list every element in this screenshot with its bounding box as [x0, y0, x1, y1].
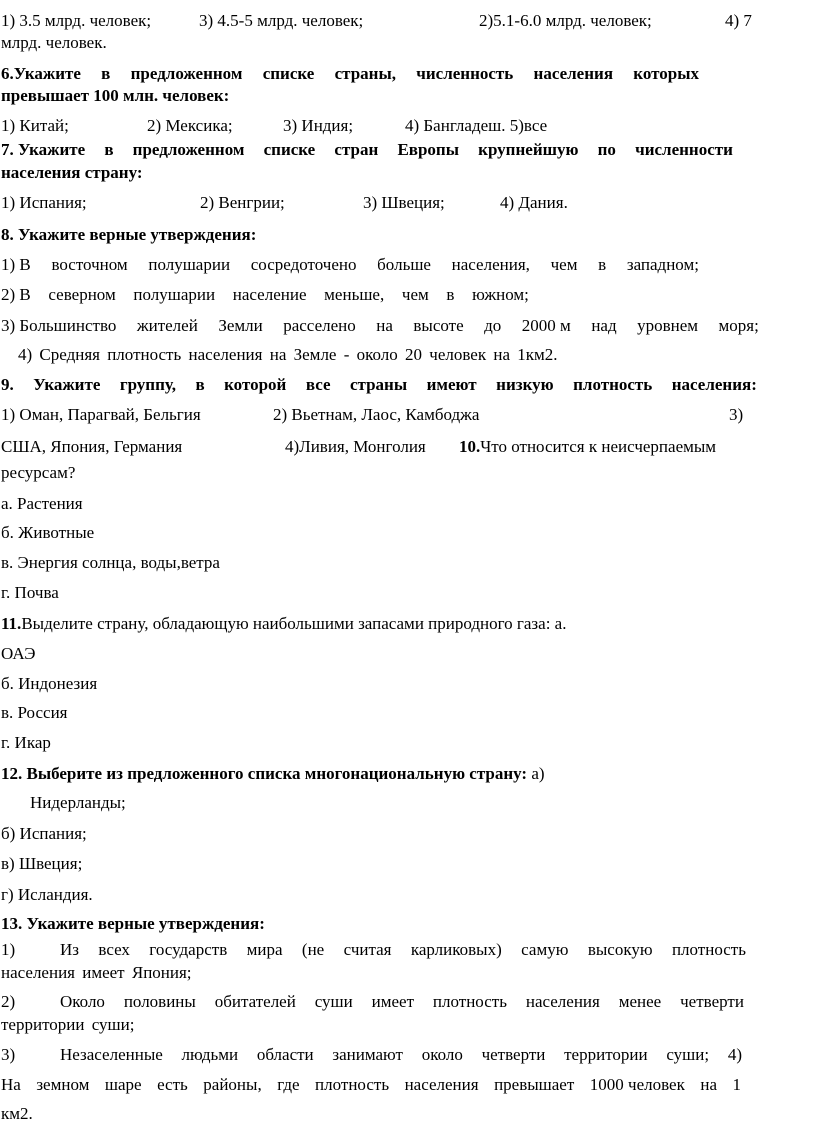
q7-option-2: 2) Венгрии; — [200, 193, 285, 212]
q10-option-b: б. Животные — [1, 523, 95, 542]
q10-option-c: в. Энергия солнца, воды,ветра — [1, 553, 220, 572]
q6-option-4: 4) Бангладеш. 5)все — [405, 116, 548, 135]
q5-options-line — [1, 11, 759, 31]
q13-statement-2-num: 2) — [1, 992, 16, 1011]
q7-title-line1: 7. Укажите в предложенном списке стран Европы крупнейшую по численности — [1, 140, 733, 159]
q13-statement-1-cont: населения имеет Япония; — [1, 963, 192, 982]
q5-option-3: 3) 4.5-5 млрд. человек; — [199, 11, 364, 30]
q6-option-3: 3) Индия; — [283, 116, 354, 135]
q12-option-c: в) Швеция; — [1, 854, 83, 873]
q9-option-3: США, Япония, Германия — [1, 437, 183, 456]
q13-statement-3-num: 3) — [1, 1045, 16, 1064]
q5-option-2: 2)5.1-6.0 млрд. человек; — [479, 11, 652, 30]
q10-title-cont: ресурсам? — [1, 463, 76, 482]
q12-option-d: г) Исландия. — [1, 885, 93, 904]
q8-statement-2: 2) В северном полушарии население меньше, чем в южном; — [1, 285, 529, 304]
q13-statement-3: Незаселенные людьми области занимают около четверти территории суши; 4) — [60, 1045, 742, 1064]
q7-title-line2: населения страну: — [1, 163, 143, 182]
q5-option-4: 4) 7 — [725, 11, 752, 30]
q7-options-line — [1, 193, 761, 213]
q9-options-line2 — [1, 437, 761, 457]
q6-option-1: 1) Китай; — [1, 116, 69, 135]
q13-statement-4-cont: км2. — [1, 1104, 33, 1123]
q9-option-3-num: 3) — [729, 405, 744, 424]
q12-title: 12. Выберите из предложенного списка многонациональную страну: а) — [1, 764, 545, 783]
q9-option-2: 2) Вьетнам, Лаос, Камбоджа — [273, 405, 480, 424]
q6-option-2: 2) Мексика; — [147, 116, 233, 135]
q9-title: 9. Укажите группу, в которой все страны имеют низкую плотность населения: — [1, 375, 757, 394]
q8-statement-1: 1) В восточном полушарии сосредоточено больше населения, чем в западном; — [1, 255, 699, 274]
q11-option-c: в. Россия — [1, 703, 68, 722]
q8-statement-4: 4) Средняя плотность населения на Земле - около 20 человек на 1км2. — [18, 345, 558, 364]
q10-option-d: г. Почва — [1, 583, 59, 602]
q8-title: 8. Укажите верные утверждения: — [1, 225, 257, 244]
q13-statement-4: На земном шаре есть районы, где плотность населения превышает 1000 человек на 1 — [1, 1075, 741, 1094]
q11-option-d: г. Икар — [1, 733, 51, 752]
q12-option-b: б) Испания; — [1, 824, 87, 843]
q11-option-b: б. Индонезия — [1, 674, 98, 693]
q13-statement-2: Около половины обитателей суши имеет плотность населения менее четверти — [60, 992, 744, 1011]
q7-option-4: 4) Дания. — [500, 193, 568, 212]
q6-options-line — [1, 116, 761, 136]
q5-option-4-cont: млрд. человек. — [1, 33, 107, 52]
q13-statement-1: Из всех государств мира (не считая карликовых) самую высокую плотность — [60, 940, 746, 959]
q8-statement-3: 3) Большинство жителей Земли расселено на высоте до 2000 м над уровнем моря; — [1, 316, 759, 335]
q6-title-line1: 6.Укажите в предложенном списке страны, численность населения которых — [1, 64, 699, 83]
q9-option-4: 4)Ливия, Монголия — [285, 437, 426, 456]
q12-option-a: Нидерланды; — [30, 793, 126, 812]
q5-option-1: 1) 3.5 млрд. человек; — [1, 11, 152, 30]
q10-option-a: а. Растения — [1, 494, 83, 513]
q11-title: 11.Выделите страну, обладающую наибольшими запасами природного газа: а. — [1, 614, 567, 633]
q6-title-line2: превышает 100 млн. человек: — [1, 86, 230, 105]
q13-statement-1-num: 1) — [1, 940, 16, 959]
q13-title: 13. Укажите верные утверждения: — [1, 914, 265, 933]
q9-options-line1 — [1, 405, 761, 425]
q7-option-1: 1) Испания; — [1, 193, 87, 212]
q13-statement-2-cont: территории суши; — [1, 1015, 135, 1034]
q11-option-a: ОАЭ — [1, 644, 36, 663]
q7-option-3: 3) Швеция; — [363, 193, 445, 212]
q10-title: 10.Что относится к неисчерпаемым — [459, 437, 717, 456]
q9-option-1: 1) Оман, Парагвай, Бельгия — [1, 405, 201, 424]
